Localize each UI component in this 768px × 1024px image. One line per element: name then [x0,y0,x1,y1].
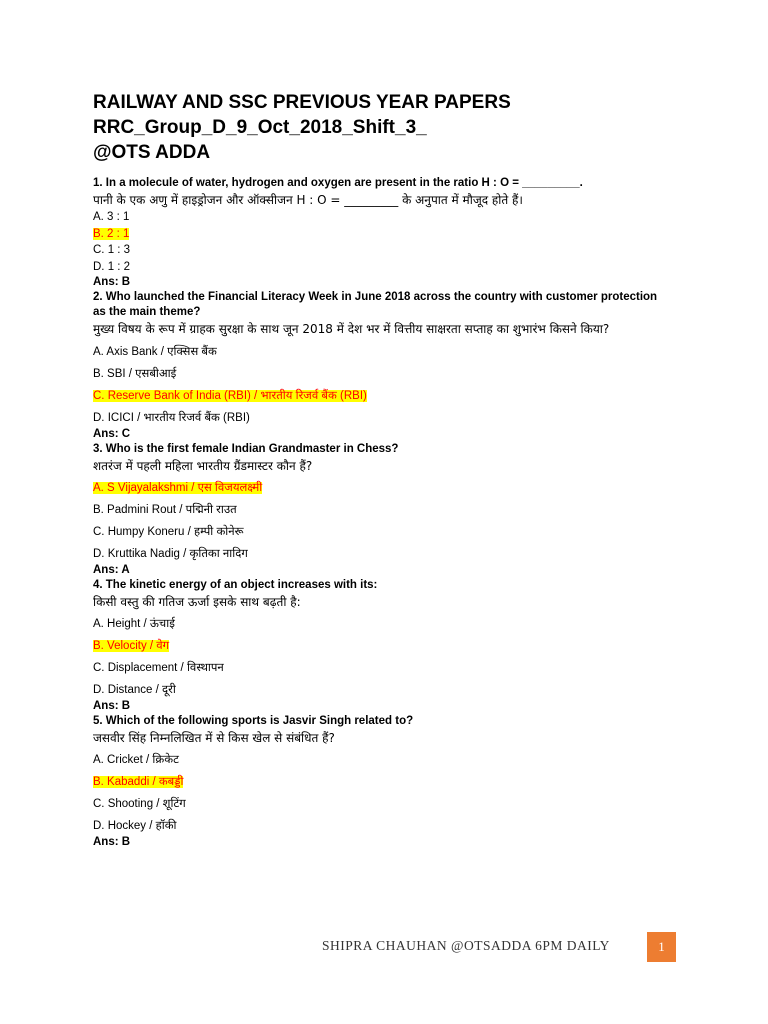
option-d: D. ICICI / भारतीय रिजर्व बैंक (RBI) [93,412,250,424]
option-a: A. Axis Bank / एक्सिस बैंक [93,346,217,358]
option-c: C. 1 : 3 [93,244,131,256]
footer-text: SHIPRA CHAUHAN @OTSADDA 6PM DAILY [322,938,610,953]
question-3 [93,442,673,578]
question-hindi: मुख्य विषय के रूप में ग्राहक सुरक्षा के साथ जून 2018 में देश भर में वित्तीय साक्षरता सप्ताह का शुभारंभ किसने किया? [93,322,610,336]
option-a: A. Cricket / क्रिकेट [93,754,179,766]
option-d: D. Distance / दूरी [93,684,176,696]
answer: Ans: A [93,564,130,576]
question-text: 1. In a molecule of water, hydrogen and oxygen are present in the ratio H : O = _________. [93,177,583,189]
document-page [93,90,673,850]
answer: Ans: B [93,276,131,288]
option-a-correct: A. S Vijayalakshmi / एस विजयलक्ष्मी [93,482,263,494]
question-text: 5. Which of the following sports is Jasvir Singh related to? [93,715,414,727]
option-c-correct: C. Reserve Bank of India (RBI) / भारतीय रिजर्व बैंक (RBI) [93,390,367,402]
question-hindi: जसवीर सिंह निम्नलिखित में से किस खेल से संबंधित हैं? [93,731,335,745]
page-number-badge: 1 [647,932,676,962]
question-hindi: पानी के एक अणु में हाइड्रोजन और ऑक्सीजन H : O = _________ के अनुपात में मौजूद होते हैं। [93,193,523,207]
answer: Ans: B [93,700,131,712]
header-title-line1: RAILWAY AND SSC PREVIOUS YEAR PAPERS [93,92,511,113]
option-c: C. Displacement / विस्थापन [93,662,224,674]
option-c: C. Humpy Koneru / हम्पी कोनेरू [93,526,244,538]
answer: Ans: B [93,836,131,848]
question-text: 3. Who is the first female Indian Grandmaster in Chess? [93,443,399,455]
option-b-correct: B. 2 : 1 [93,227,130,240]
option-b: B. SBI / एसबीआई [93,368,177,380]
option-b-correct: B. Velocity / वेग [93,640,170,652]
option-d: D. Kruttika Nadig / कृतिका नादिग [93,548,248,560]
question-5 [93,714,673,850]
header-title-line2: RRC_Group_D_9_Oct_2018_Shift_3_ [93,117,427,138]
option-d: D. Hockey / हॉकी [93,820,177,832]
header-title-line3: @OTS ADDA [93,142,211,163]
question-2 [93,290,673,442]
question-hindi: शतरंज में पहली महिला भारतीय ग्रैंडमास्टर कौन हैं? [93,459,313,473]
question-text: 2. Who launched the Financial Literacy Week in June 2018 across the country with customer protection as the main theme? [93,291,658,318]
option-a: A. Height / ऊंचाई [93,618,175,630]
question-hindi: किसी वस्तु की गतिज ऊर्जा इसके साथ बढ़ती है: [93,595,301,609]
option-b: B. Padmini Rout / पद्मिनी राउत [93,504,237,516]
option-b-correct: B. Kabaddi / कबड्डी [93,776,184,788]
answer: Ans: C [93,428,131,440]
option-a: A. 3 : 1 [93,211,130,223]
option-c: C. Shooting / शूटिंग [93,798,186,810]
question-1 [93,176,673,290]
question-list [93,176,673,850]
question-4 [93,578,673,714]
question-text: 4. The kinetic energy of an object increases with its: [93,579,378,591]
option-d: D. 1 : 2 [93,260,131,273]
